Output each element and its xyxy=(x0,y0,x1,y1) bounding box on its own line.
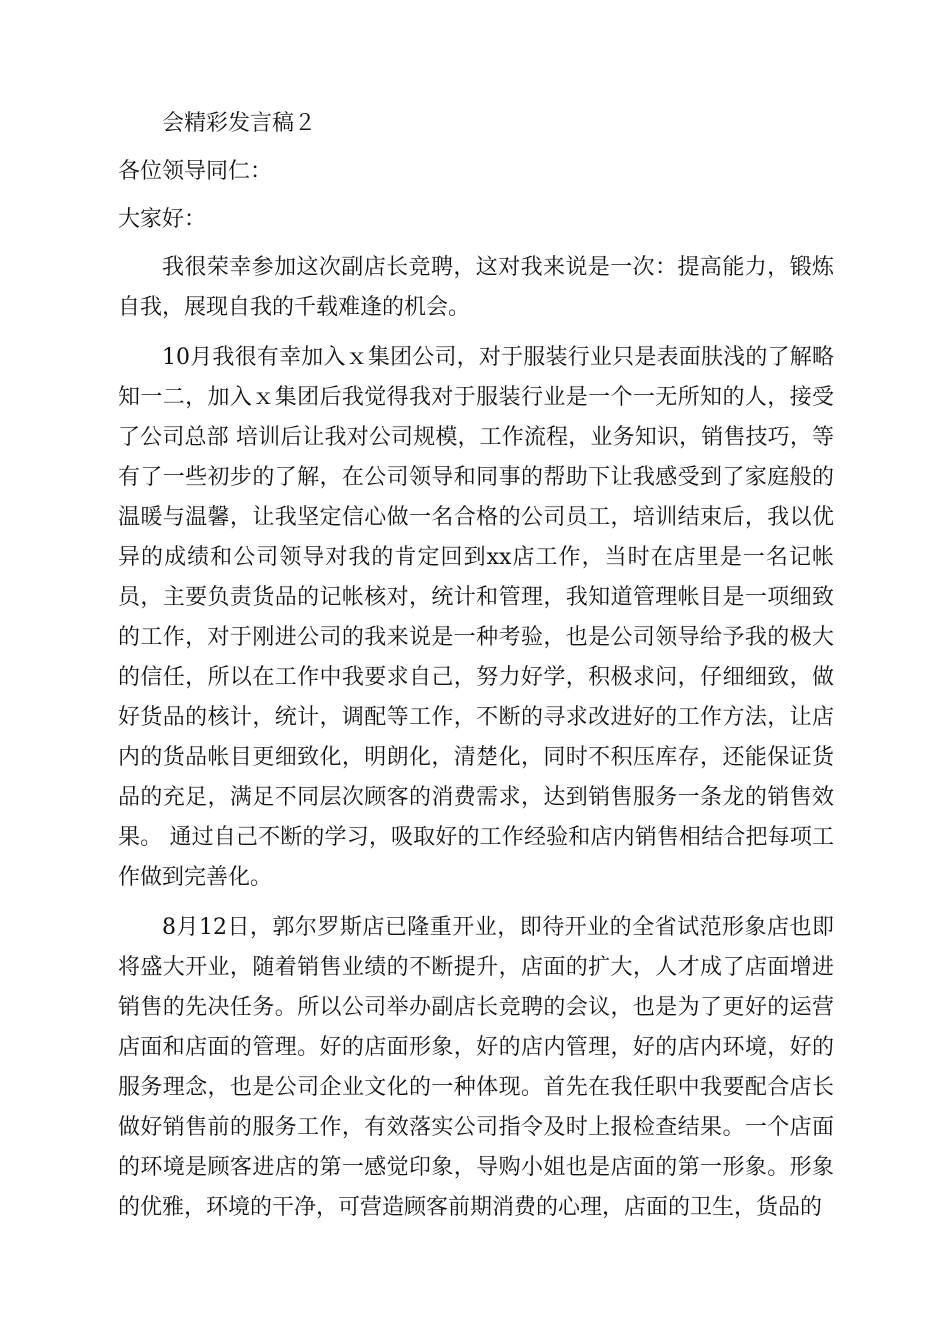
salutation-line: 各位领导同仁： xyxy=(118,159,273,184)
document-title: 会精彩发言稿２ xyxy=(162,111,317,136)
body-paragraph-3: 8月12日，郭尔罗斯店已隆重开业，即待开业的全省试范形象店也即将盛大开业，随着销售业绩的不断提升，店面的扩大，人才成了店面增进销售的先决任务。所以公司举办副店长竞聘的会议，也是为了更好的运营店面和店面的管理。好的店面形象，好的店内管理，好的店内环境，好的服务理念，也是公司企业文化的一种体现。首先在我任职中我要配合店长做好销售前的服务工作，有效落实公司指令及时上报检查结果。一个店面的环境是顾客进店的第一感觉印象，导购小姐也是店面的第一形象。形象的优雅，环境的干净，可营造顾客前期消费的心理，店面的卫生，货品的 xyxy=(118,915,834,1220)
body-paragraph-1: 我很荣幸参加这次副店长竞聘，这对我来说是一次：提高能力，锻炼自我，展现自我的千载难逢的机会。 xyxy=(118,255,834,320)
greeting-line: 大家好： xyxy=(118,207,207,232)
document-body xyxy=(118,104,834,1238)
body-paragraph-2: 10月我很有幸加入ｘ集团公司，对于服装行业只是表面肤浅的了解略知一二，加入ｘ集团后我觉得我对于服装行业是一个一无所知的人，接受了公司总部 培训后让我对公司规模，工作流程，业务知识，销售技巧，等有了一些初步的了解，在公司领导和同事的帮助下让我感受到了家庭般的温暖与温馨，让我坚定信心做一名合格的公司员工，培训结束后，我以优异的成绩和公司领导对我的肯定回到xx店工作，当时在店里是一名记帐员，主要负责货品的记帐核对，统计和管理，我知道管理帐目是一项细致的工作，对于刚进公司的我来说是一种考验，也是公司领导给予我的极大的信任，所以在工作中我要求自己，努力好学，积极求问，仔细细致，做好货品的核计，统计，调配等工作，不断的寻求改进好的工作方法，让店内的货品帐目更细致化，明朗化，清楚化，同时不积压库存，还能保证货品的充足，满足不同层次顾客的消费需求，达到销售服务一条龙的销售效果。 通过自己不断的学习，吸取好的工作经验和店内销售相结合把每项工作做到完善化。 xyxy=(118,345,834,890)
